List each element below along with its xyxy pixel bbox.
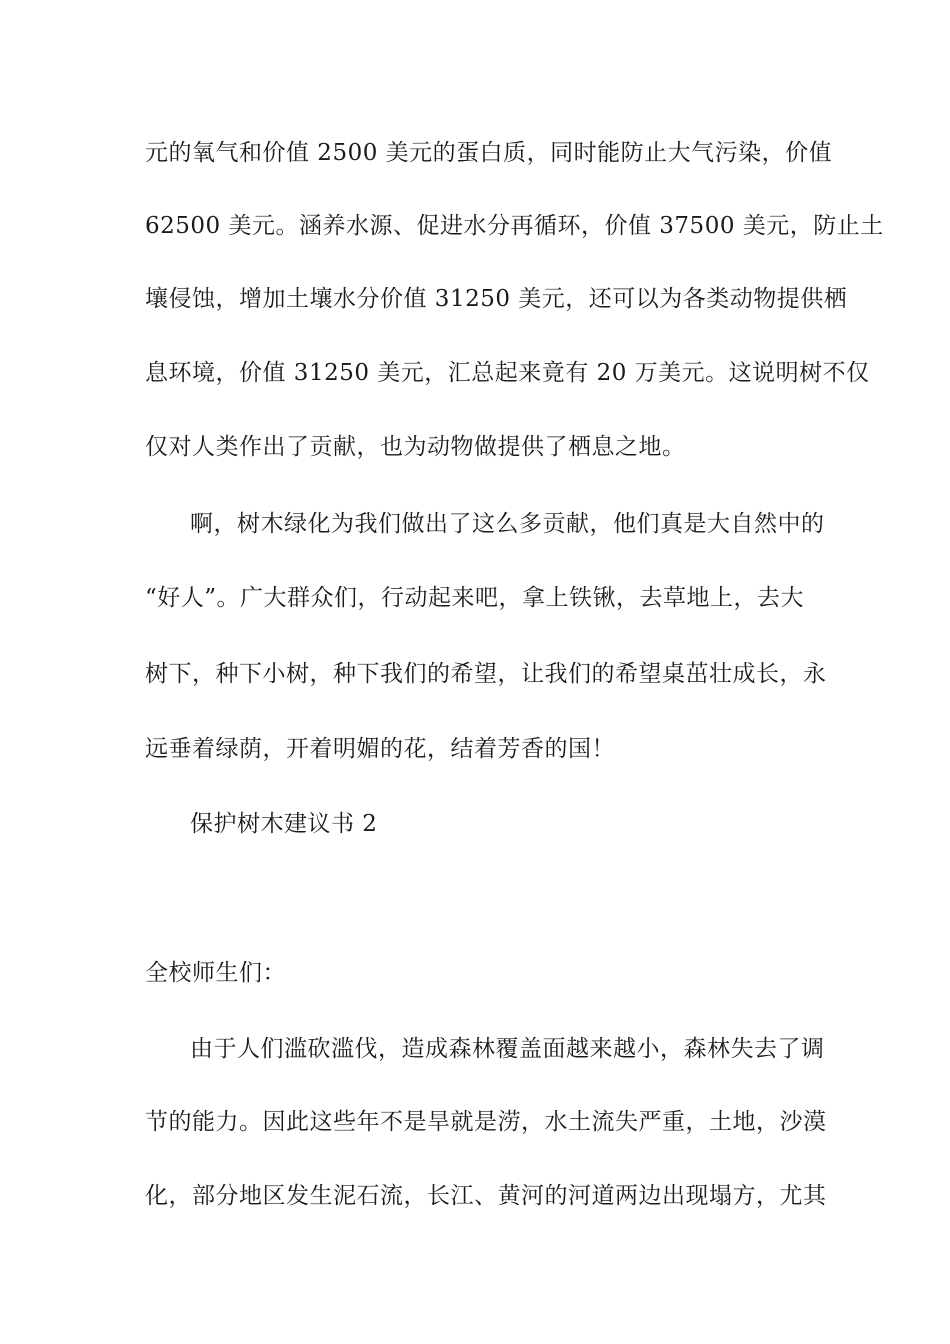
paragraph-line: 由于人们滥砍滥伐，造成森林覆盖面越来越小，森林失去了调 bbox=[190, 1036, 825, 1062]
paragraph-line: 息环境，价值 31250 美元，汇总起来竟有 20 万美元。这说明树不仅 bbox=[145, 360, 870, 386]
paragraph-line: 远垂着绿荫，开着明媚的花，结着芳香的国！ bbox=[145, 736, 615, 762]
paragraph-line: “好人”。广大群众们，行动起来吧，拿上铁锹，去草地上，去大 bbox=[145, 585, 805, 611]
paragraph-line: 化，部分地区发生泥石流，长江、黄河的河道两边出现塌方，尤其 bbox=[145, 1183, 827, 1209]
paragraph-line: 壤侵蚀，增加土壤水分价值 31250 美元，还可以为各类动物提供栖 bbox=[145, 286, 848, 312]
salutation: 全校师生们： bbox=[145, 960, 286, 986]
paragraph-line: 树下，种下小树，种下我们的希望，让我们的希望桌茁壮成长，永 bbox=[145, 661, 827, 687]
paragraph-line: 仅对人类作出了贡献，也为动物做提供了栖息之地。 bbox=[145, 434, 686, 460]
paragraph-line: 节的能力。因此这些年不是旱就是涝，水土流失严重，土地，沙漠 bbox=[145, 1109, 827, 1135]
paragraph-line: 62500 美元。涵养水源、促进水分再循环，价值 37500 美元，防止土 bbox=[145, 213, 884, 239]
paragraph-line: 啊，树木绿化为我们做出了这么多贡献，他们真是大自然中的 bbox=[190, 511, 825, 537]
paragraph-line: 元的氧气和价值 2500 美元的蛋白质，同时能防止大气污染，价值 bbox=[145, 140, 833, 166]
section-heading: 保护树木建议书 2 bbox=[190, 811, 378, 837]
